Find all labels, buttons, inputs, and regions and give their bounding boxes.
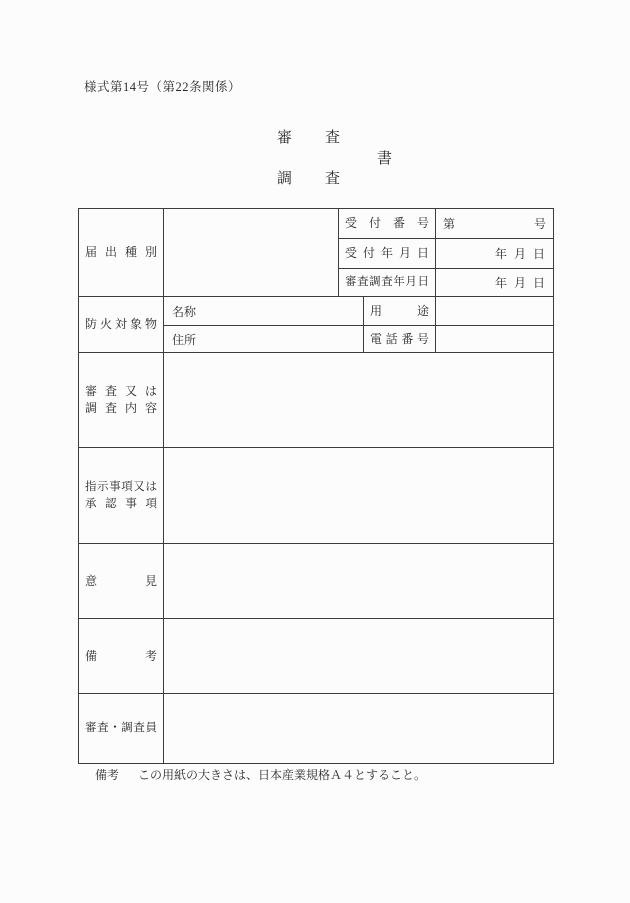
- footer-note-text: この用紙の大きさは、日本産業規格Ａ４とすること。: [138, 768, 427, 782]
- remarks-label: 備考: [85, 648, 157, 663]
- examination-content-label-cell: [79, 353, 164, 448]
- reception-number-label-cell: [339, 209, 436, 239]
- footer-note: [95, 766, 426, 783]
- reception-number-prefix: 第: [443, 217, 456, 231]
- title-chosa: 調 査: [277, 171, 342, 187]
- object-use-label: 用途: [370, 303, 430, 318]
- object-name-label-cell: 名称: [164, 297, 364, 326]
- examination-content-label-line2: 調査内容: [85, 401, 157, 415]
- notification-type-label-cell: [79, 209, 164, 297]
- examiner-label: 審査・調査員: [85, 722, 157, 734]
- notification-type-label: 届出種別: [85, 245, 157, 259]
- remarks-value-cell: [164, 619, 554, 694]
- opinion-label-cell: [79, 544, 164, 619]
- examination-date-label-cell: [339, 269, 436, 297]
- form-table: [78, 208, 554, 764]
- notification-type-value-cell: [164, 209, 339, 297]
- examiner-label-cell: [79, 694, 164, 764]
- reception-number-value-cell: [436, 209, 554, 239]
- remarks-label-cell: [79, 619, 164, 694]
- title-shinsa: 審 査: [277, 130, 342, 146]
- opinion-value-cell: [164, 544, 554, 619]
- reception-date-value-cell: 年 月 日: [436, 239, 554, 269]
- object-use-label-cell: [364, 297, 436, 326]
- fire-prevention-object-label-cell: [79, 297, 164, 353]
- reception-date-label: 受付年月日: [345, 246, 430, 260]
- object-phone-label: 電話番号: [370, 331, 430, 346]
- reception-number-value: [436, 215, 553, 232]
- examination-content-value-cell: [164, 353, 554, 448]
- title-sho: 書: [377, 151, 393, 167]
- object-address-label-cell: 住所: [164, 326, 364, 353]
- instructions-label-line1: 指示事項又は: [85, 480, 157, 493]
- instructions-label-cell: [79, 448, 164, 544]
- examiner-value-cell: [164, 694, 554, 764]
- instructions-label-line2: 承認事項: [85, 497, 157, 510]
- footer-note-label: 備考: [95, 768, 120, 782]
- examination-date-value-cell: 年 月 日: [436, 269, 554, 297]
- object-phone-label-cell: [364, 326, 436, 353]
- reception-number-suffix: 号: [534, 217, 547, 231]
- object-use-value-cell: [436, 297, 554, 326]
- fire-prevention-object-label: 防火対象物: [85, 317, 157, 331]
- form-number: 様式第14号（第22条関係）: [84, 80, 242, 94]
- reception-date-label-cell: [339, 239, 436, 269]
- reception-number-label: 受付番号: [345, 216, 430, 230]
- examination-date-label: 審査調査年月日: [345, 276, 430, 288]
- examination-content-label-line1: 審査又は: [85, 384, 157, 398]
- opinion-label: 意見: [85, 573, 157, 588]
- instructions-value-cell: [164, 448, 554, 544]
- object-phone-value-cell: [436, 326, 554, 353]
